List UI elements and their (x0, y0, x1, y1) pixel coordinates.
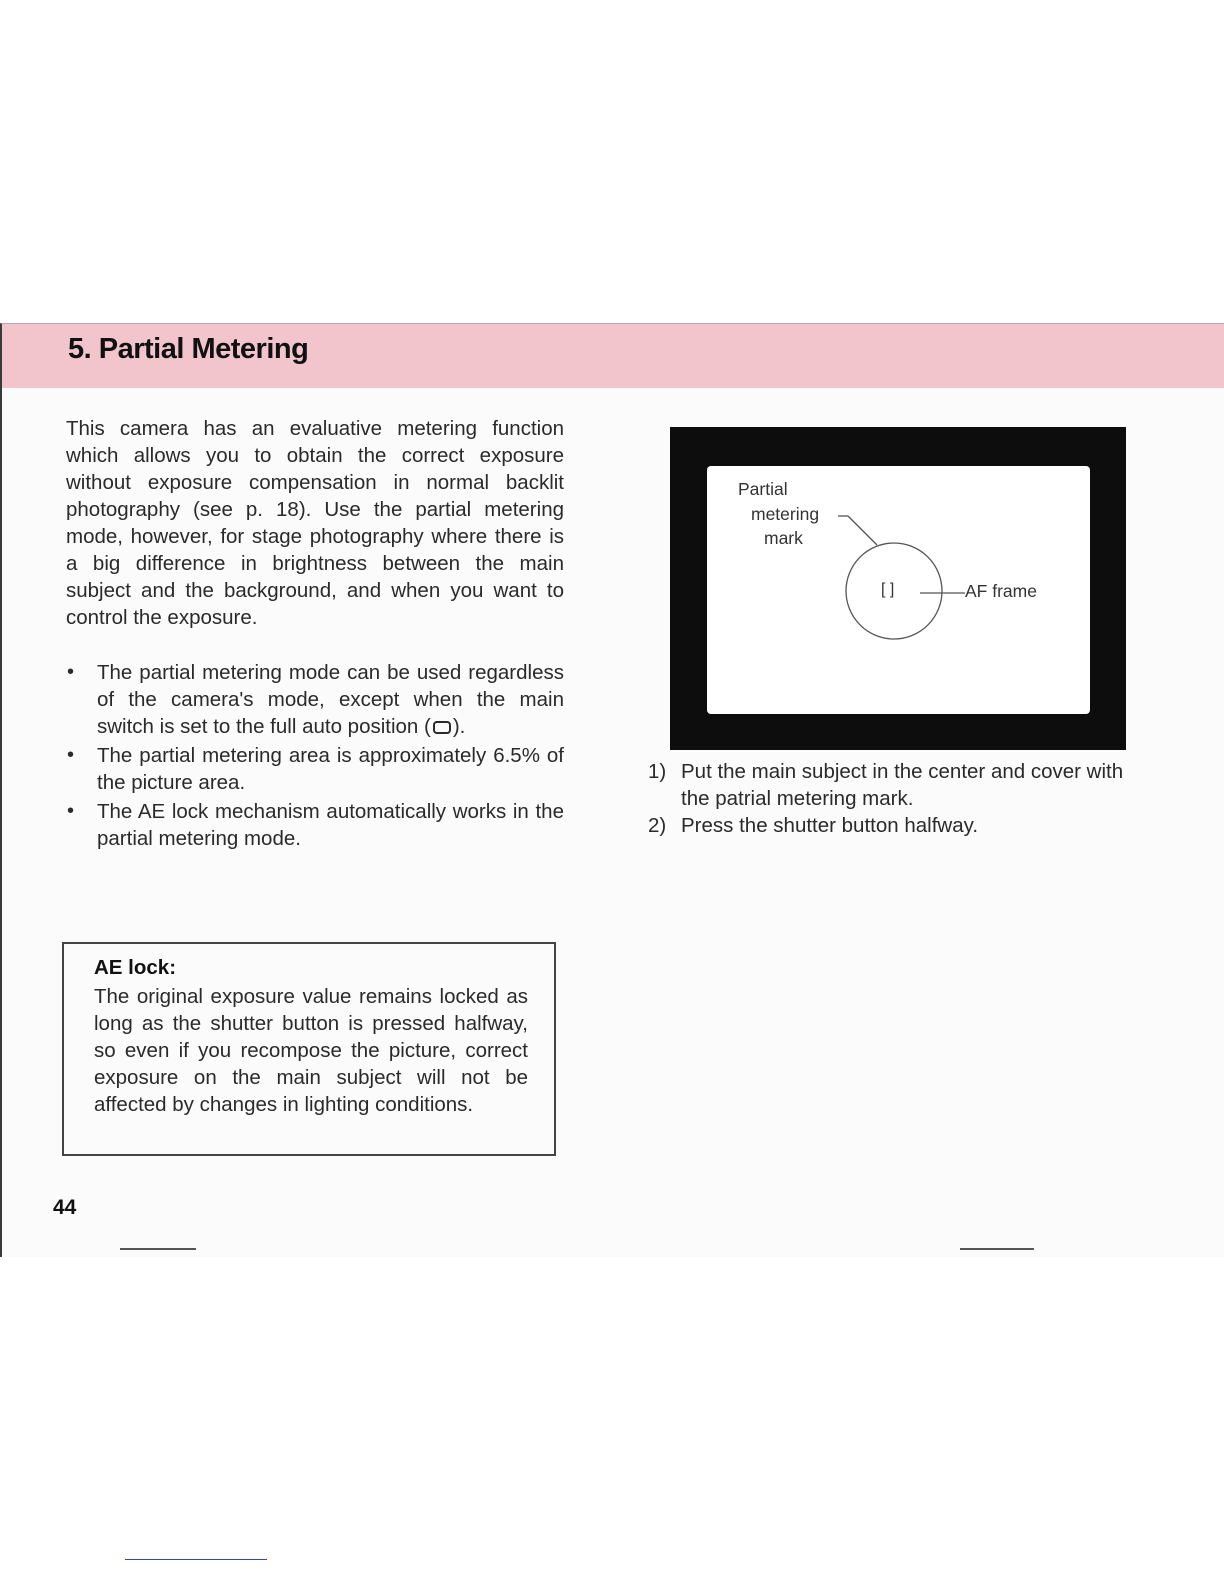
manual-page (0, 323, 1224, 1257)
ae-lock-note-box (62, 942, 556, 1156)
ae-lock-title: AE lock: (94, 956, 177, 979)
af-frame-bracket: [ ] (881, 581, 895, 598)
bullet-dot: • (67, 661, 75, 683)
bullet-dot: • (67, 800, 75, 822)
bullet-text-before: The partial metering mode can be used regardless of the camera's mode, except when the main switch is set to the full auto position ( (97, 661, 564, 738)
label-partial: Partial (738, 479, 788, 499)
step-number: 1) (648, 760, 667, 783)
page-edge-mark (960, 1248, 1034, 1250)
step-item (648, 758, 1148, 812)
feature-bullet-list (66, 659, 564, 854)
bullet-text-after: ). (452, 715, 466, 738)
footer-rule (125, 1559, 267, 1560)
full-auto-icon (433, 721, 451, 734)
ae-lock-text: The original exposure value remains locked as long as the shutter button is pressed halfway, so even if you recompose the picture, correct exposure on the main subject will not be affected by changes in lighting conditions. (94, 985, 528, 1116)
section-title: 5. Partial Metering (68, 333, 309, 365)
bullet-item-full-auto (66, 659, 564, 740)
label-metering: metering (751, 504, 820, 524)
label-af-frame: AF frame (965, 581, 1037, 601)
bullet-item-area (66, 742, 564, 796)
label-mark: mark (764, 528, 803, 548)
page-edge-mark (120, 1248, 196, 1250)
step-text: Press the shutter button halfway. (681, 814, 979, 837)
bullet-text: The partial metering area is approximately 6.5% of the picture area. (97, 744, 564, 794)
step-item (648, 812, 1148, 839)
intro-paragraph: This camera has an evaluative metering function which allows you to obtain the correct exposure without exposure compensation in normal backlit photography (see p. 18). Use the partial metering mode, however, for stage photography where there is a big difference in brightness between the main subject and the background, and when you want to control the exposure. (66, 417, 564, 629)
viewfinder-screen (707, 466, 1090, 714)
steps-list (648, 758, 1148, 839)
section-header-band (2, 324, 1224, 388)
step-text: Put the main subject in the center and cover with the patrial metering mark. (681, 760, 1124, 810)
bullet-item-ae-lock (66, 798, 564, 852)
bullet-dot: • (67, 744, 75, 766)
viewfinder-diagram (670, 427, 1126, 750)
page-number: 44 (53, 1196, 77, 1219)
step-number: 2) (648, 814, 667, 837)
metering-leader-line-b (848, 516, 877, 545)
bullet-text: The AE lock mechanism automatically works in the partial metering mode. (97, 800, 564, 850)
